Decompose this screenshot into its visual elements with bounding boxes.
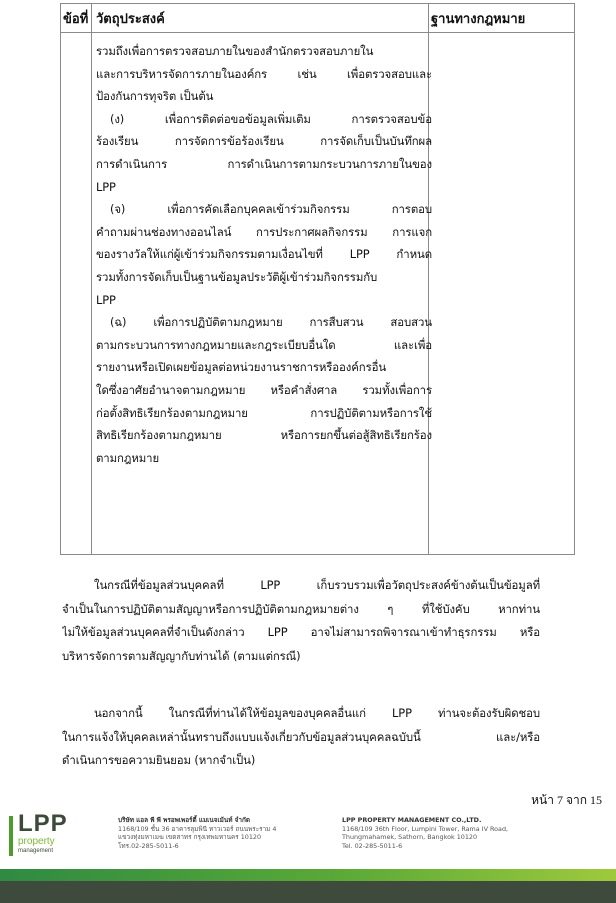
cell-line: (ฉ) เพื่อการปฏิบัติตามกฎหมาย การสืบสวน สอบสวน: [110, 315, 432, 330]
table-header-divider: [61, 32, 574, 33]
footer-dark-band: [0, 881, 616, 903]
cell-line: รวมถึงเพื่อการตรวจสอบภายในของสำนักตรวจสอบภายใน: [96, 44, 374, 58]
paragraph-line: บริหารจัดการตามสัญญากับท่านได้ (ตามแต่กรณี): [62, 648, 301, 663]
address-line: LPP PROPERTY MANAGEMENT CO.,LTD.: [342, 816, 482, 824]
paragraph-line: นอกจากนี้ ในกรณีที่ท่านได้ให้ข้อมูลของบุคคลอื่นแก่ LPP ท่านจะต้องรับผิดชอบ: [94, 706, 540, 720]
cell-line: ร้องเรียน การจัดการข้อร้องเรียน การจัดเก็บเป็นบันทึกผล: [96, 134, 432, 149]
logo-sub-text: property: [18, 836, 55, 847]
cell-line: รวมทั้งการจัดเก็บเป็นฐานข้อมูลประวัติผู้เข้าร่วมกิจกรรมกับ: [96, 269, 378, 284]
cell-line: ใดซึ่งอาศัยอำนาจตามกฎหมาย หรือคำสั่งศาล รวมทั้งเพื่อการ: [96, 382, 432, 397]
purpose-cell: [96, 40, 432, 469]
cell-line: ก่อตั้งสิทธิเรียกร้องตามกฎหมาย การปฏิบัติตามหรือการใช้: [96, 405, 432, 420]
company-logo: [18, 812, 68, 855]
cell-line: (จ) เพื่อการคัดเลือกบุคคลเข้าร่วมกิจกรรม การตอบ: [110, 202, 432, 217]
header-no: ข้อที่: [63, 12, 89, 27]
cell-line: ของรางวัลให้แก่ผู้เข้าร่วมกิจกรรมตามเงื่อนไขที่ LPP กำหนด: [96, 247, 432, 262]
page-number: หน้า 7 จาก 15: [531, 793, 602, 807]
address-line: Tel. 02-285-5011-6: [342, 841, 403, 850]
address-line: Thungmahamek, Sathorn, Bangkok 10120: [342, 833, 478, 841]
english-address: [342, 816, 508, 850]
cell-line: ป้องกันการทุจริต เป็นต้น: [96, 89, 214, 104]
purpose-table: [60, 3, 575, 555]
cell-line: ตามกระบวนการทางกฎหมายและกฎระเบียบอื่นใด และเพื่อ: [96, 337, 432, 352]
header-legal-basis: ฐานทางกฎหมาย: [431, 12, 526, 27]
paragraph-third-party-data: [62, 702, 540, 773]
logo-main-text: LPP: [18, 810, 68, 837]
cell-line: รายงานหรือเปิดเผยข้อมูลต่อหน่วยงานราชการหรือองค์กรอื่น: [96, 360, 387, 375]
paragraph-line: ไม่ให้ข้อมูลส่วนบุคคลที่จำเป็นดังกล่าว LPP อาจไม่สามารถพิจารณาเข้าทำธุรกรรม หรือ: [62, 625, 540, 639]
logo-sub-text: management: [18, 848, 54, 854]
address-line: โทร.02-285-5011-6: [118, 841, 179, 850]
paragraph-line: จำเป็นในการปฏิบัติตามสัญญาหรือการปฏิบัติตามกฎหมายต่าง ๆ ที่ใช้บังคับ หากท่าน: [62, 601, 540, 616]
paragraph-line: ในกรณีที่ข้อมูลส่วนบุคคลที่ LPP เก็บรวบรวมเพื่อวัตถุประสงค์ข้างต้นเป็นข้อมูลที่: [94, 578, 540, 592]
paragraph-line: ในการแจ้งให้บุคคลเหล่านั้นทราบถึงแบบแจ้งเกี่ยวกับข้อมูลส่วนบุคคลฉบับนี้ และ/หรือ: [62, 729, 540, 744]
cell-line: สิทธิเรียกร้องตามกฎหมาย หรือการยกขึ้นต่อสู้สิทธิเรียกร้อง: [96, 428, 432, 443]
cell-line: คำถามผ่านช่องทางออนไลน์ การประกาศผลกิจกรรม การแจก: [96, 224, 432, 239]
cell-line: (ง) เพื่อการติดต่อขอข้อมูลเพิ่มเติม การตรวจสอบข้อ: [110, 111, 432, 126]
address-line: แขวงทุ่งมหาเมฆ เขตสาทร กรุงเทพมหานคร 10120: [118, 833, 262, 841]
cell-line: ตามกฎหมาย: [96, 450, 160, 465]
paragraph-required-data: [62, 574, 540, 668]
cell-line: การดำเนินการ การดำเนินการตามกระบวนการภายในของ: [96, 156, 432, 171]
address-line: 1168/109 ชั้น 36 อาคารลุมพินี ทาวเวอร์ ถนนพระราม 4: [118, 824, 277, 833]
logo-bar-icon: [9, 816, 13, 856]
page-footer: [0, 810, 616, 903]
thai-address: [118, 816, 277, 850]
address-line: 1168/109 36th Floor, Lumpini Tower, Rama IV Road,: [342, 824, 509, 833]
header-purpose: วัตถุประสงค์: [96, 12, 165, 27]
paragraph-line: ดำเนินการขอความยินยอม (หากจำเป็น): [62, 753, 256, 767]
cell-line: และการบริหารจัดการภายในองค์กร เช่น เพื่อตรวจสอบและ: [96, 66, 432, 81]
table-column-divider: [91, 4, 92, 554]
cell-line: LPP: [96, 179, 116, 194]
cell-line: LPP: [96, 292, 116, 307]
footer-green-band: [0, 869, 616, 881]
address-line: บริษัท แอล พี พี พรอพเพอร์ตี้ แมเนจเม้นท์ จำกัด: [118, 816, 251, 824]
